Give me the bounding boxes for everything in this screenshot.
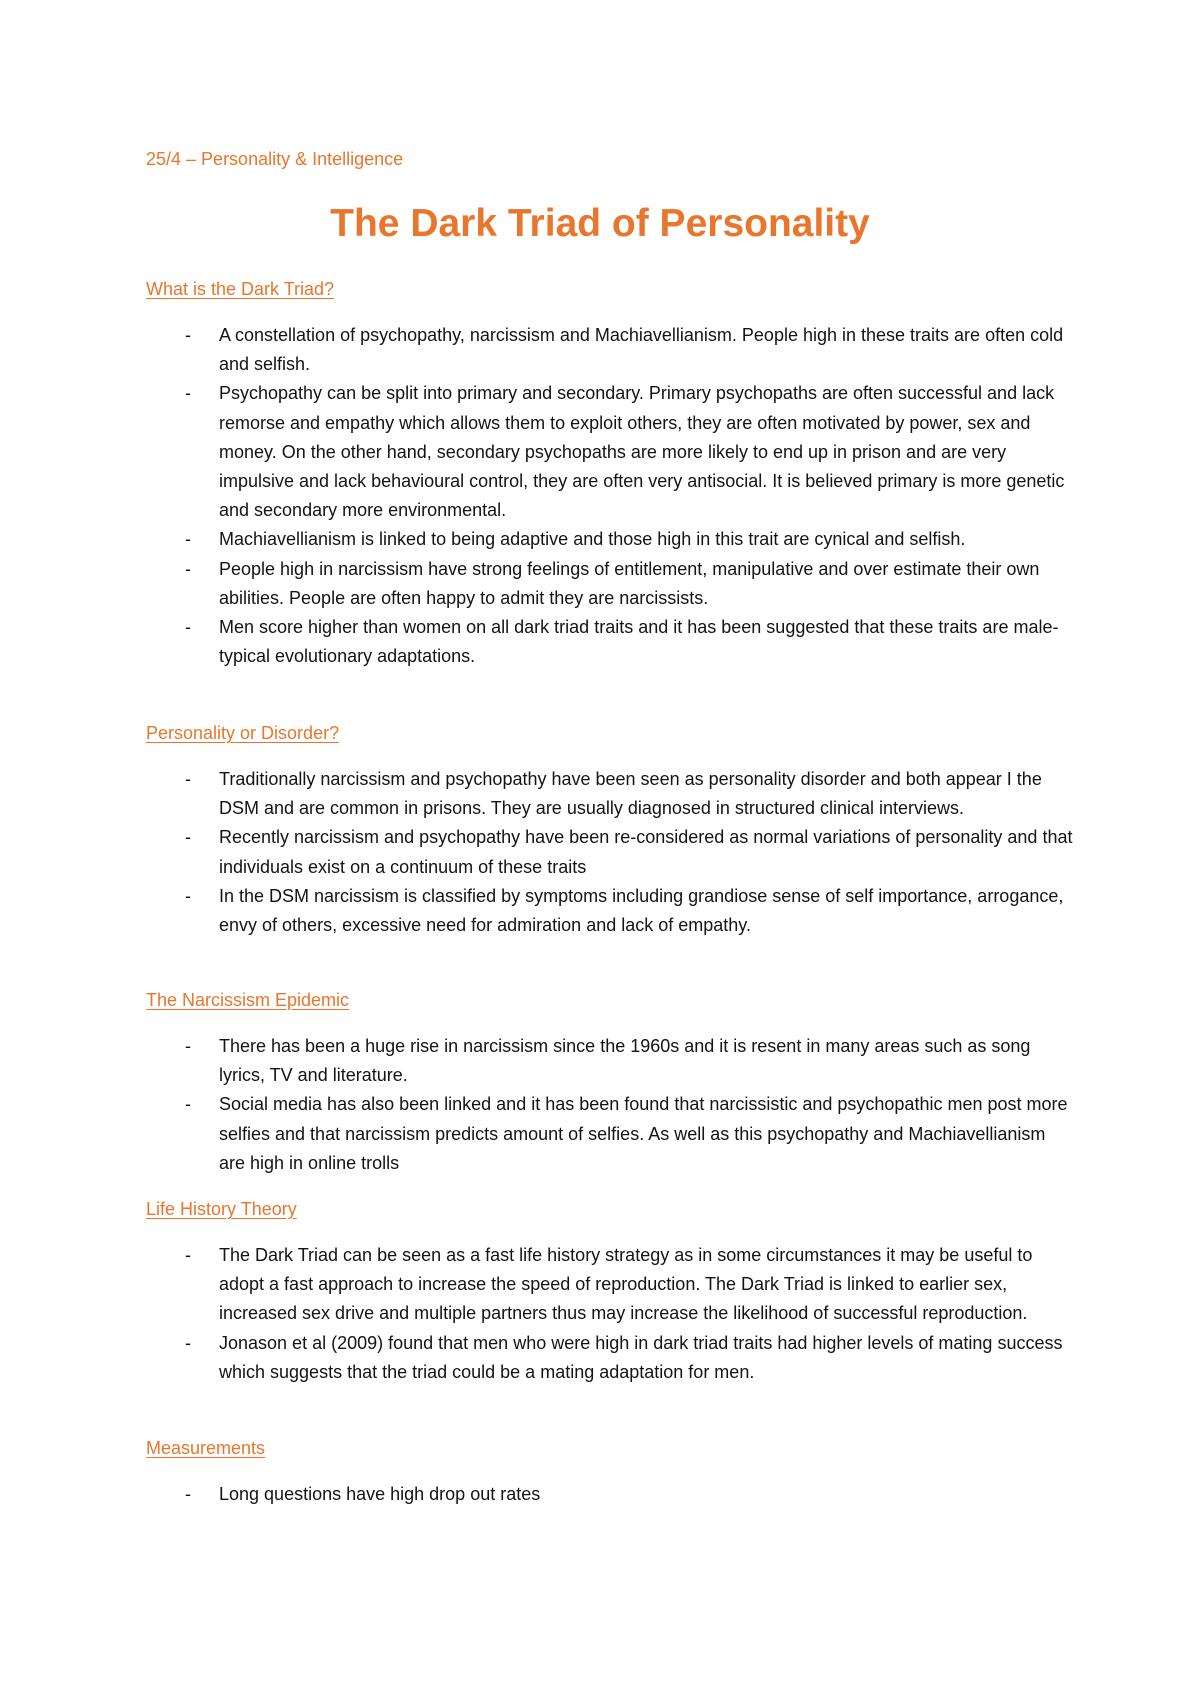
bullet-list bbox=[146, 1241, 1076, 1387]
course-line: 25/4 – Personality & Intelligence bbox=[146, 149, 404, 169]
bullet-marker: - bbox=[185, 529, 191, 550]
list-item bbox=[146, 1241, 1076, 1329]
bullet-marker: - bbox=[185, 769, 191, 789]
bullet-marker: - bbox=[185, 617, 191, 638]
section-personality-or-disorder bbox=[146, 720, 1076, 940]
section-narcissism-epidemic bbox=[146, 987, 1076, 1178]
list-item-text: Machiavellianism is linked to being adaptive and those high in this trait are cynical and selfish. bbox=[219, 529, 966, 550]
bullet-marker: - bbox=[185, 885, 191, 906]
list-item-text: There has been a huge rise in narcissism since the 1960s and it is resent in many areas such as song lyrics, TV and literature. bbox=[219, 1036, 1031, 1086]
bullet-marker: - bbox=[185, 1245, 191, 1265]
bullet-marker: - bbox=[185, 325, 191, 345]
bullet-marker: - bbox=[185, 1094, 191, 1115]
document-title: The Dark Triad of Personality bbox=[330, 202, 870, 245]
section-what-is-dark-triad bbox=[146, 276, 1076, 671]
list-item bbox=[146, 1480, 1076, 1509]
section-life-history-theory bbox=[146, 1196, 1076, 1387]
list-item bbox=[146, 555, 1076, 613]
bullet-list bbox=[146, 1032, 1076, 1178]
bullet-marker: - bbox=[185, 1332, 191, 1353]
list-item bbox=[146, 525, 1076, 554]
list-item bbox=[146, 1090, 1076, 1178]
section-heading: Personality or Disorder? bbox=[146, 723, 340, 743]
list-item-text: In the DSM narcissism is classified by symptoms including grandiose sense of self importance, arrogance, envy of others, excessive need for admiration and lack of empathy. bbox=[219, 885, 1064, 936]
list-item-text: Psychopathy can be split into primary and secondary. Primary psychopaths are often successful and lack remorse and empathy which allows them to exploit others, they are often motivated by power, sex and money. On the other hand, secondary psychopaths are more likely to end up in prison and are very impulsive and lack behavioural control, they are often very antisocial. It is believed primary is more genetic and secondary more environmental. bbox=[219, 383, 1065, 521]
bullet-marker: - bbox=[185, 383, 191, 404]
list-item-text: Long questions have high drop out rates bbox=[219, 1484, 541, 1504]
list-item-text: A constellation of psychopathy, narcissism and Machiavellianism. People high in these traits are often cold and selfish. bbox=[219, 325, 1064, 375]
list-item bbox=[146, 379, 1076, 525]
bullet-marker: - bbox=[185, 1036, 191, 1056]
list-item-text: The Dark Triad can be seen as a fast life history strategy as in some circumstances it may be useful to adopt a fast approach to increase the speed of reproduction. The Dark Triad is linked to earlier sex, increased sex drive and multiple partners thus may increase the likelihood of successful reproduction. bbox=[219, 1245, 1033, 1324]
bullet-list bbox=[146, 321, 1076, 671]
section-heading: The Narcissism Epidemic bbox=[146, 990, 350, 1010]
bullet-list bbox=[146, 1480, 1076, 1509]
list-item-text: Jonason et al (2009) found that men who were high in dark triad traits had higher levels of mating success which suggests that the triad could be a mating adaptation for men. bbox=[219, 1332, 1063, 1382]
list-item-text: Traditionally narcissism and psychopathy have been seen as personality disorder and both appear I the DSM and are common in prisons. They are usually diagnosed in structured clinical interviews. bbox=[219, 769, 1042, 819]
list-item bbox=[146, 613, 1076, 671]
list-item bbox=[146, 1329, 1076, 1387]
list-item bbox=[146, 321, 1076, 379]
list-item bbox=[146, 1032, 1076, 1090]
list-item-text: Recently narcissism and psychopathy have been re-considered as normal variations of personality and that individuals exist on a continuum of these traits bbox=[219, 827, 1073, 877]
bullet-marker: - bbox=[185, 1484, 191, 1504]
bullet-marker: - bbox=[185, 558, 191, 579]
list-item bbox=[146, 823, 1076, 881]
section-heading: Measurements bbox=[146, 1438, 266, 1458]
section-heading: Life History Theory bbox=[146, 1199, 297, 1219]
list-item-text: People high in narcissism have strong feelings of entitlement, manipulative and over estimate their own abilities. People are often happy to admit they are narcissists. bbox=[219, 558, 1040, 608]
bullet-list bbox=[146, 765, 1076, 940]
list-item-text: Men score higher than women on all dark triad traits and it has been suggested that these traits are male-typical evolutionary adaptations. bbox=[219, 617, 1059, 667]
list-item bbox=[146, 765, 1076, 823]
list-item-text: Social media has also been linked and it has been found that narcissistic and psychopathic men post more selfies and that narcissism predicts amount of selfies. As well as this psychopathy and Machiavellianism are high in online trolls bbox=[219, 1094, 1068, 1173]
bullet-marker: - bbox=[185, 827, 191, 848]
section-measurements bbox=[146, 1435, 1076, 1509]
list-item bbox=[146, 882, 1076, 940]
section-heading: What is the Dark Triad? bbox=[146, 279, 335, 299]
